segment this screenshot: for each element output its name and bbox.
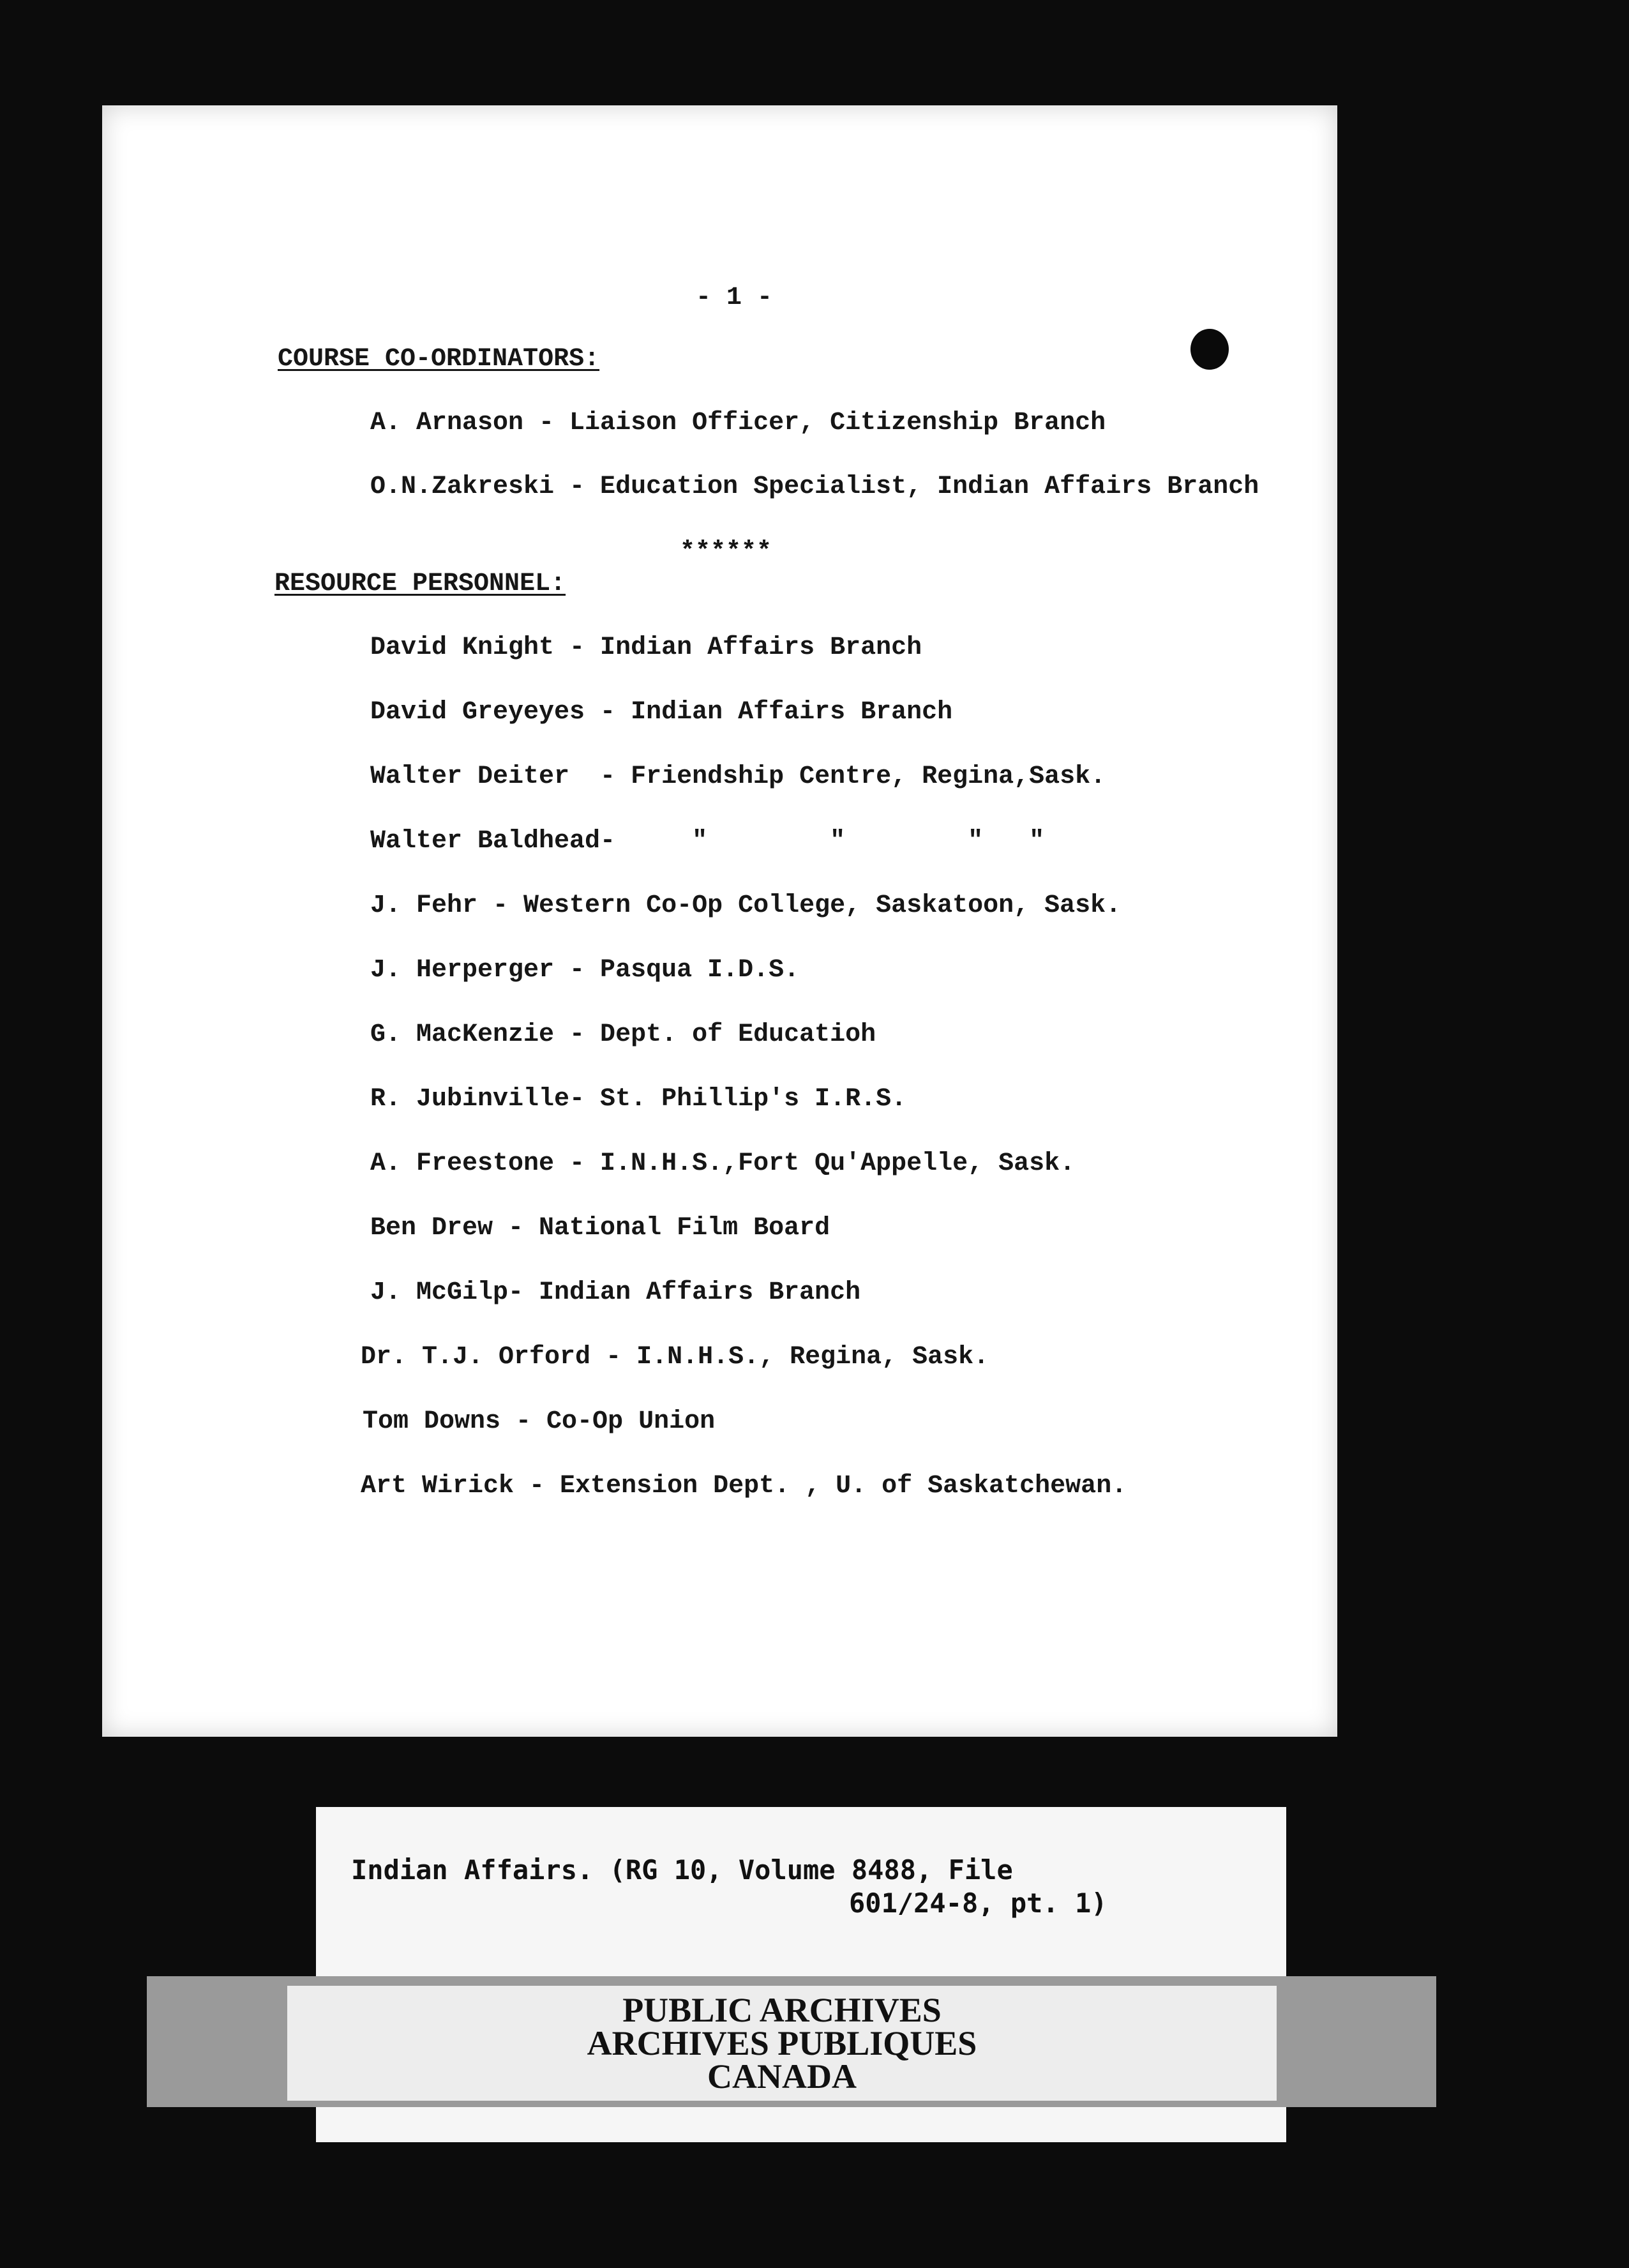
personnel-line: G. MacKenzie - Dept. of Educatioh (370, 1020, 876, 1049)
personnel-line: A. Freestone - I.N.H.S.,Fort Qu'Appelle, Sask. (370, 1149, 1076, 1178)
personnel-line: Tom Downs - Co-Op Union (363, 1407, 716, 1436)
personnel-line: Walter Deiter - Friendship Centre, Regina,Sask. (370, 762, 1106, 791)
personnel-line: Ben Drew - National Film Board (370, 1214, 830, 1243)
personnel-line: Walter Baldhead- " " " " (370, 827, 1045, 856)
stamp-line-2: ARCHIVES PUBLIQUES (587, 2024, 977, 2062)
typed-page (102, 105, 1337, 1737)
personnel-line: Art Wirick - Extension Dept. , U. of Saskatchewan. (361, 1472, 1127, 1501)
separator-stars: ****** (680, 538, 772, 566)
coordinator-line: A. Arnason - Liaison Officer, Citizenship Branch (370, 409, 1106, 437)
coordinators-heading: COURSE CO-ORDINATORS: (278, 345, 600, 374)
page-number: - 1 - (696, 284, 773, 312)
hole-punch (1190, 329, 1229, 370)
personnel-line: J. Herperger - Pasqua I.D.S. (370, 956, 800, 985)
stamp-line-3: CANADA (707, 2057, 857, 2096)
source-citation-line-1: Indian Affairs. (RG 10, Volume 8488, File (351, 1854, 1013, 1886)
coordinator-line: O.N.Zakreski - Education Specialist, Indian Affairs Branch (370, 472, 1259, 501)
personnel-line: R. Jubinville- St. Phillip's I.R.S. (370, 1085, 907, 1114)
personnel-line: Dr. T.J. Orford - I.N.H.S., Regina, Sask. (361, 1343, 989, 1372)
resource-personnel-heading: RESOURCE PERSONNEL: (274, 570, 566, 598)
personnel-line: J. Fehr - Western Co-Op College, Saskatoon, Sask. (370, 891, 1122, 920)
personnel-line: J. McGilp- Indian Affairs Branch (370, 1278, 861, 1307)
public-archives-stamp (287, 1986, 1277, 2101)
personnel-line: David Greyeyes - Indian Affairs Branch (370, 698, 953, 727)
stamp-line-1: PUBLIC ARCHIVES (622, 1991, 942, 2029)
personnel-line: David Knight - Indian Affairs Branch (370, 633, 922, 662)
source-citation-line-2: 601/24-8, pt. 1) (849, 1887, 1107, 1919)
